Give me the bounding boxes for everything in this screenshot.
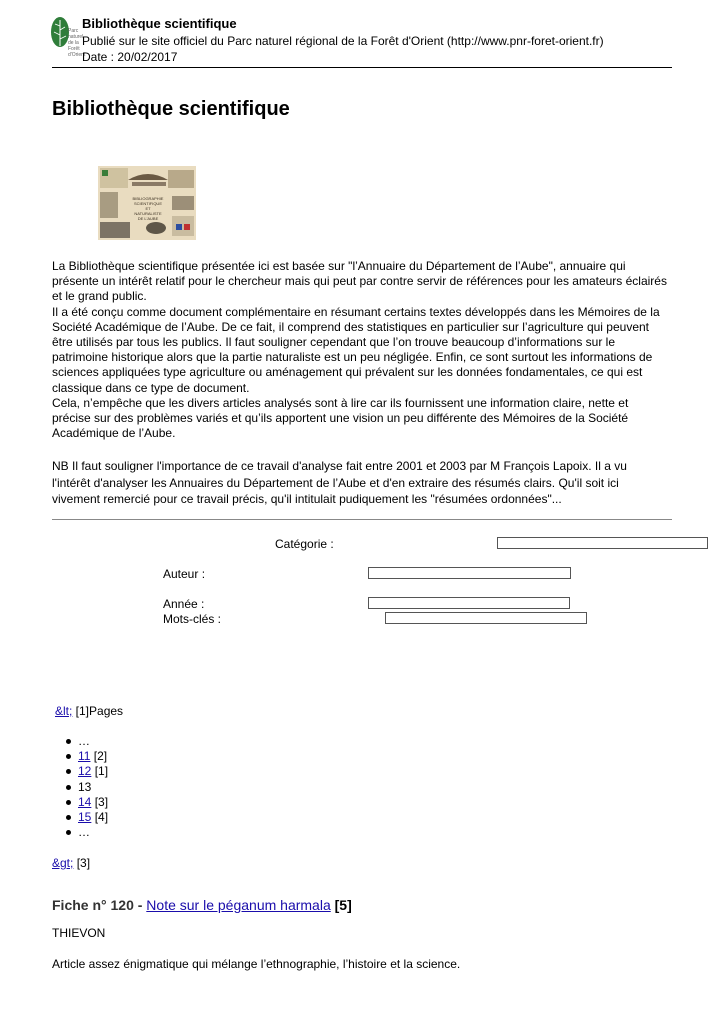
site-logo xyxy=(50,16,86,58)
intro-paragraph: Cela, n’empêche que les divers articles analysés sont à lire car ils fournissent une information claire, nette et précise sur des problèmes variés et qu’ils apportent une vision un peu différente des Mémoires de la Société Académique de l’Aube. xyxy=(52,395,629,441)
cover-image xyxy=(98,166,196,240)
category-field[interactable] xyxy=(497,537,708,549)
year-field[interactable] xyxy=(368,597,570,609)
header-published: Publié sur le site officiel du Parc naturel régional de la Forêt d'Orient (http://www.pnr-foret-orient.fr) xyxy=(82,34,604,48)
page-link-15[interactable]: 15 xyxy=(78,809,92,824)
pager-item: 14 [3] xyxy=(66,795,108,810)
pager-item: 11 [2] xyxy=(66,749,108,764)
category-label: Catégorie : xyxy=(275,537,334,551)
keywords-label: Mots-clés : xyxy=(163,612,222,626)
fiche-title-link[interactable]: Note sur le péganum harmala xyxy=(146,897,331,913)
pager-item: … xyxy=(66,734,108,749)
author-field[interactable] xyxy=(368,567,571,579)
header-title: Bibliothèque scientifique xyxy=(82,16,237,31)
pager-item: 12 [1] xyxy=(66,764,108,779)
fiche-author: THIEVON xyxy=(52,926,106,940)
intro-paragraph: Il a été conçu comme document complémentaire en résumant certains textes développés dans les Mémoires de la Société Académique de l’Aube. De ce fait, il comprend des statistiques en particulier sur l’agriculture qui peuvent être utilisés par tous les publics. Il faut souligner cependant que l’on trouve beaucoup d’informations sur le patrimoine historique alors que la partie naturaliste est un peu négligée. Enfin, ce sont surtout les informations de sciences appliquées type agriculture ou aménagement qui prévalent sur les données fondamentales, ce qui est classique dans ce type de document. xyxy=(52,304,660,395)
year-label: Année : xyxy=(163,597,205,611)
fiche-heading xyxy=(52,897,352,913)
keywords-field[interactable] xyxy=(385,612,587,624)
pager-item: … xyxy=(66,825,108,840)
logo-text: Parc naturel de la Forêt d'Orient xyxy=(68,28,86,58)
intro-text xyxy=(52,259,667,441)
fiche-summary: Article assez énigmatique qui mélange l’ethnographie, l’histoire et la science. xyxy=(52,957,461,971)
pager-item: 15 [4] xyxy=(66,810,108,825)
pager-list xyxy=(66,734,108,840)
fiche-prefix: Fiche n° 120 - xyxy=(52,897,147,913)
cover-caption: BIBLIOGRAPHIE SCIENTIFIQUE ET NATURALISTE DE L'AUBE xyxy=(132,196,164,221)
pager-item-current: 13 xyxy=(66,780,108,795)
page-link-11[interactable]: 11 xyxy=(78,749,91,764)
pager-prev-suffix: [1]Pages xyxy=(72,704,124,718)
page-link-12[interactable]: 12 xyxy=(78,764,92,779)
author-label: Auteur : xyxy=(163,567,206,581)
pager-prev xyxy=(55,704,123,718)
intro-paragraph: La Bibliothèque scientifique présentée ici est basée sur "l’Annuaire du Département de l’Aube", annuaire qui présente un intérêt relatif pour le chercheur mais qui peut par contre servir de références pour les amateurs éclairés et le grand public. xyxy=(52,259,667,304)
form-divider xyxy=(52,519,672,520)
page-title: Bibliothèque scientifique xyxy=(52,98,290,120)
page-link-14[interactable]: 14 xyxy=(78,794,92,809)
pager-next-link[interactable]: &gt; xyxy=(52,856,74,870)
header-divider xyxy=(52,67,672,68)
fiche-ref: [5] xyxy=(330,897,352,913)
note-paragraph: NB Il faut souligner l'importance de ce travail d'analyse fait entre 2001 et 2003 par M François Lapoix. Il a vu l'intérêt d'analyser les Annuaires du Département de l’Aube et d'en extraire des résumés clairs. Qu'il soit ici vivement remercié pour ce travail précis, qu'il intitulait pudiquement les "résumées ordonnées"... xyxy=(52,459,627,506)
header-date: Date : 20/02/2017 xyxy=(82,50,178,64)
pager-next xyxy=(52,856,90,870)
pager-prev-link[interactable]: &lt; xyxy=(55,704,73,718)
pager-next-suffix: [3] xyxy=(73,856,91,870)
